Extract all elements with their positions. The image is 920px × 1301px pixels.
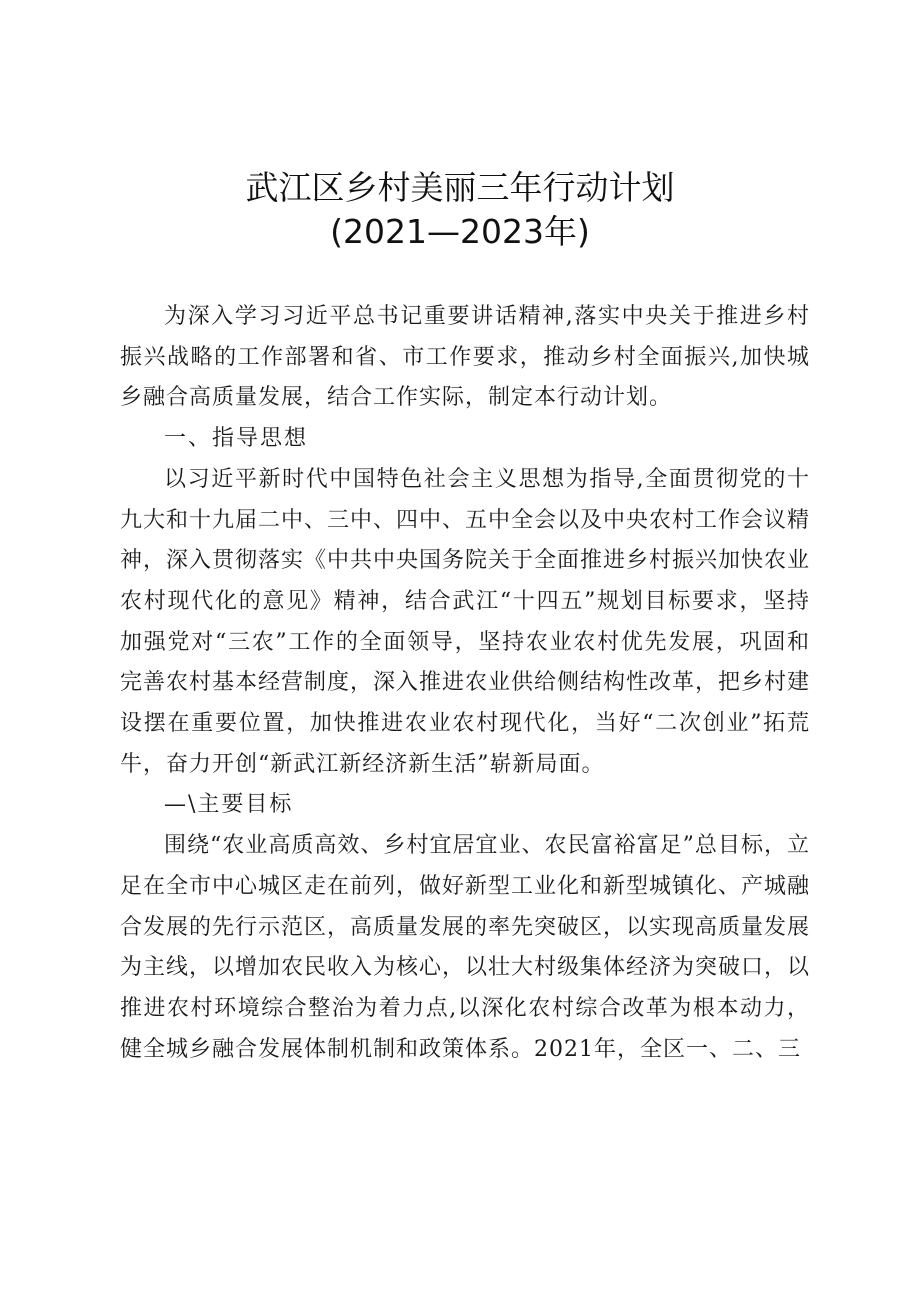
intro-paragraph: 为深入学习习近平总书记重要讲话精神,落实中央关于推进乡村振兴战略的工作部署和省、市工作要求，推动乡村全面振兴,加快城乡融合高质量发展，结合工作实际，制定本行动计划。 [120,304,810,411]
document-subtitle: (2021—2023年) [330,212,590,251]
section-heading-main-goals: —\主要目标 [164,792,294,818]
document-title-block [0,166,920,254]
guiding-thought-paragraph: 以习近平新时代中国特色社会主义思想为指导,全面贯彻党的十九大和十九届二中、三中、四中、五中全会以及中央农村工作会议精神，深入贯彻落实《中共中央国务院关于全面推进乡村振兴加快农业农村现代化的意见》精神，结合武江“十四五”规划目标要求，坚持加强党对“三农”工作的全面领导，坚持农业农村优先发展，巩固和完善农村基本经营制度，深入推进农业供给侧结构性改革，把乡村建设摆在重要位置，加快推进农业农村现代化，当好“二次创业”拓荒牛，奋力开创“新武江新经济新生活”崭新局面。 [120,466,811,777]
document-title: 武江区乡村美丽三年行动计划 [245,168,675,207]
section-heading-guiding-thought: 一、指导思想 [164,426,309,452]
document-body [120,297,810,1070]
main-goals-paragraph: 围绕“农业高质高效、乡村宜居宜业、农民富裕富足”总目标，立足在全市中心城区走在前列，做好新型工业化和新型城镇化、产城融合发展的先行示范区，高质量发展的率先突破区，以实现高质量发展为主线，以增加农民收入为核心，以壮大村级集体经济为突破口，以推进农村环境综合整治为着力点,以深化农村综合改革为根本动力，健全城乡融合发展体制机制和政策体系。2021年，全区一、二、三 [120,833,811,1062]
